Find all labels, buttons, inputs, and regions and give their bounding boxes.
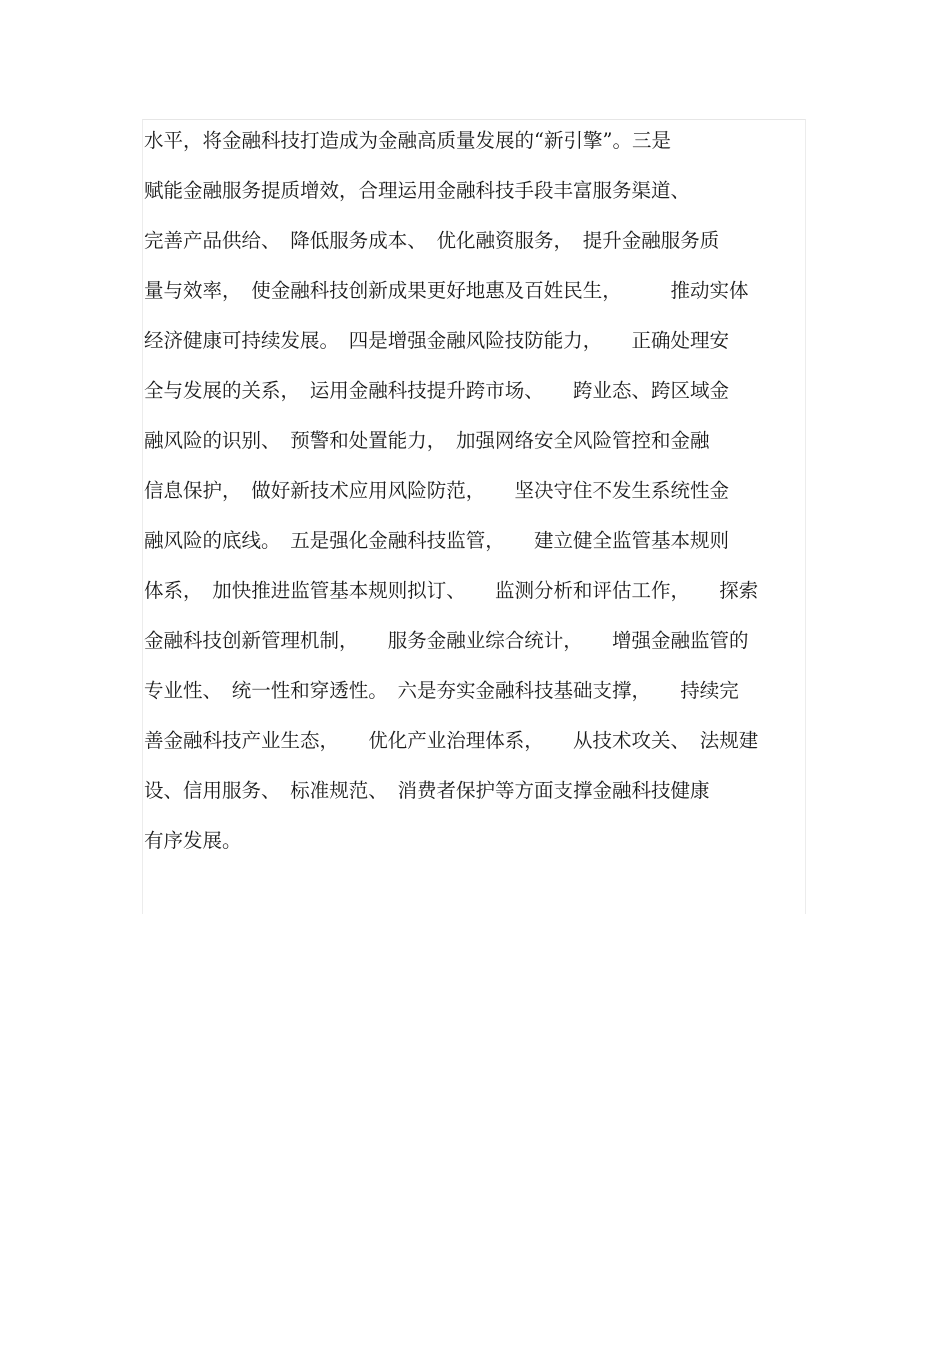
text-line: 赋能金融服务提质增效，合理运用金融科技手段丰富服务渠道、	[144, 179, 691, 202]
text-line: 水平，将金融科技打造成为金融高质量发展的“新引擎”。三是	[144, 129, 671, 152]
text-line: 金融科技创新管理机制， 服务金融业综合统计， 增强金融监管的	[144, 629, 749, 652]
text-line: 融风险的识别、 预警和处置能力， 加强网络安全风险管控和金融	[144, 429, 710, 452]
text-line: 完善产品供给、 降低服务成本、 优化融资服务， 提升金融服务质	[144, 229, 720, 252]
text-line: 经济健康可持续发展。 四是增强金融风险技防能力， 正确处理安	[144, 329, 730, 352]
text-line: 全与发展的关系， 运用金融科技提升跨市场、 跨业态、跨区域金	[144, 379, 730, 402]
text-line: 体系， 加快推进监管基本规则拟订、 监测分析和评估工作， 探索	[144, 579, 759, 602]
text-line: 设、信用服务、 标准规范、 消费者保护等方面支撑金融科技健康	[144, 779, 710, 802]
text-line: 融风险的底线。 五是强化金融科技监管， 建立健全监管基本规则	[144, 529, 730, 552]
text-line: 专业性、 统一性和穿透性。 六是夯实金融科技基础支撑， 持续完	[144, 679, 739, 702]
text-line: 信息保护， 做好新技术应用风险防范， 坚决守住不发生系统性金	[144, 479, 730, 502]
text-line: 量与效率， 使金融科技创新成果更好地惠及百姓民生， 推动实体	[144, 279, 749, 302]
text-line: 善金融科技产业生态， 优化产业治理体系， 从技术攻关、 法规建	[144, 729, 759, 752]
text-line: 有序发展。	[144, 829, 242, 852]
